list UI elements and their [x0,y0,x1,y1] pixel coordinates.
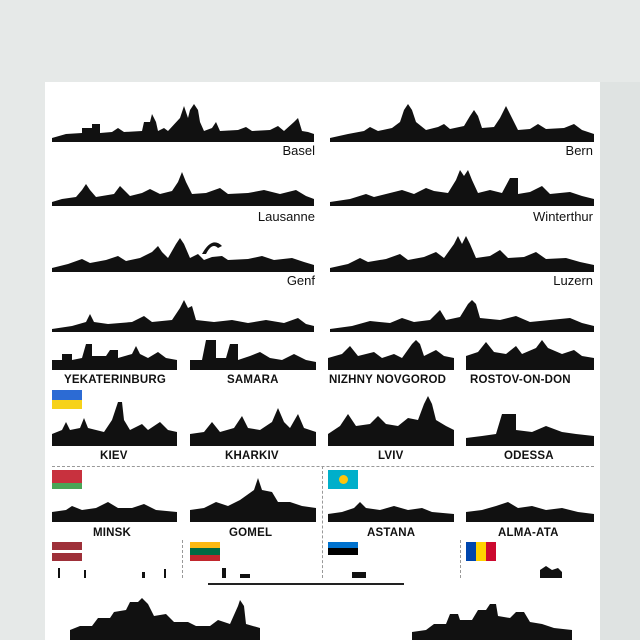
city-label-alma-ata: ALMA-ATA [498,527,559,539]
flag-estonia [328,542,358,561]
city-label-lviv: LVIV [378,450,404,462]
skyline-partial-lithuania [218,566,258,578]
background-panel [600,82,640,640]
divider-dashed [52,466,594,467]
flag-belarus [52,470,82,489]
city-label-minsk: MINSK [93,527,132,539]
city-label-winterthur: Winterthur [533,209,593,224]
skyline-genf [52,232,314,272]
city-label-nizhny-novgorod: NIZHNY NOVGOROD [329,374,447,386]
skyline-partial-moldova [540,564,564,578]
divider-dashed [182,540,183,578]
city-label-lausanne: Lausanne [257,209,315,224]
skyline-lviv [328,394,454,446]
skyline-odessa [466,404,594,446]
flag-kazakhstan [328,470,358,489]
skyline-kharkiv [190,400,316,446]
skyline-lausanne [52,166,314,206]
divider-dashed [322,466,323,578]
skyline-nizhny-novgorod [328,336,454,370]
skyline-winterthur [330,166,594,206]
skyline-gomel [190,476,316,522]
horizontal-rule [208,583,404,585]
skyline-rostov-on-don [466,336,594,370]
skyline-basel [52,100,314,142]
divider-dashed [460,540,461,578]
city-label-kiev: KIEV [100,450,128,462]
skyline-kiev [52,400,177,446]
skyline-astana [328,496,454,522]
skyline-alma-ata [466,496,594,522]
skyline-row4-left [52,296,314,332]
skyline-luzern [330,232,594,272]
city-label-kharkiv: KHARKIV [225,450,279,462]
city-label-gomel: GOMEL [229,527,273,539]
city-label-luzern: Luzern [553,273,593,288]
skyline-row4-right [330,296,594,332]
city-label-bern: Bern [565,143,593,158]
skyline-partial-estonia [352,572,372,578]
skyline-samara [190,336,316,370]
city-label-astana: ASTANA [367,527,416,539]
city-label-yekaterinburg: YEKATERINBURG [64,374,167,386]
flag-latvia [52,542,82,561]
skyline-yekaterinburg [52,338,177,370]
skyline-partial-latvia [56,566,176,578]
skyline-bottom-left [70,596,260,640]
city-label-basel: Basel [282,143,315,158]
flag-moldova [466,542,496,561]
flag-lithuania [190,542,220,561]
city-label-samara: SAMARA [227,374,279,386]
skyline-bottom-right [412,600,572,640]
skyline-minsk [52,496,177,522]
skyline-bern [330,100,594,142]
city-label-genf: Genf [286,273,315,288]
city-label-rostov-on-don: ROSTOV-ON-DON [470,374,571,386]
city-label-odessa: ODESSA [504,450,554,462]
